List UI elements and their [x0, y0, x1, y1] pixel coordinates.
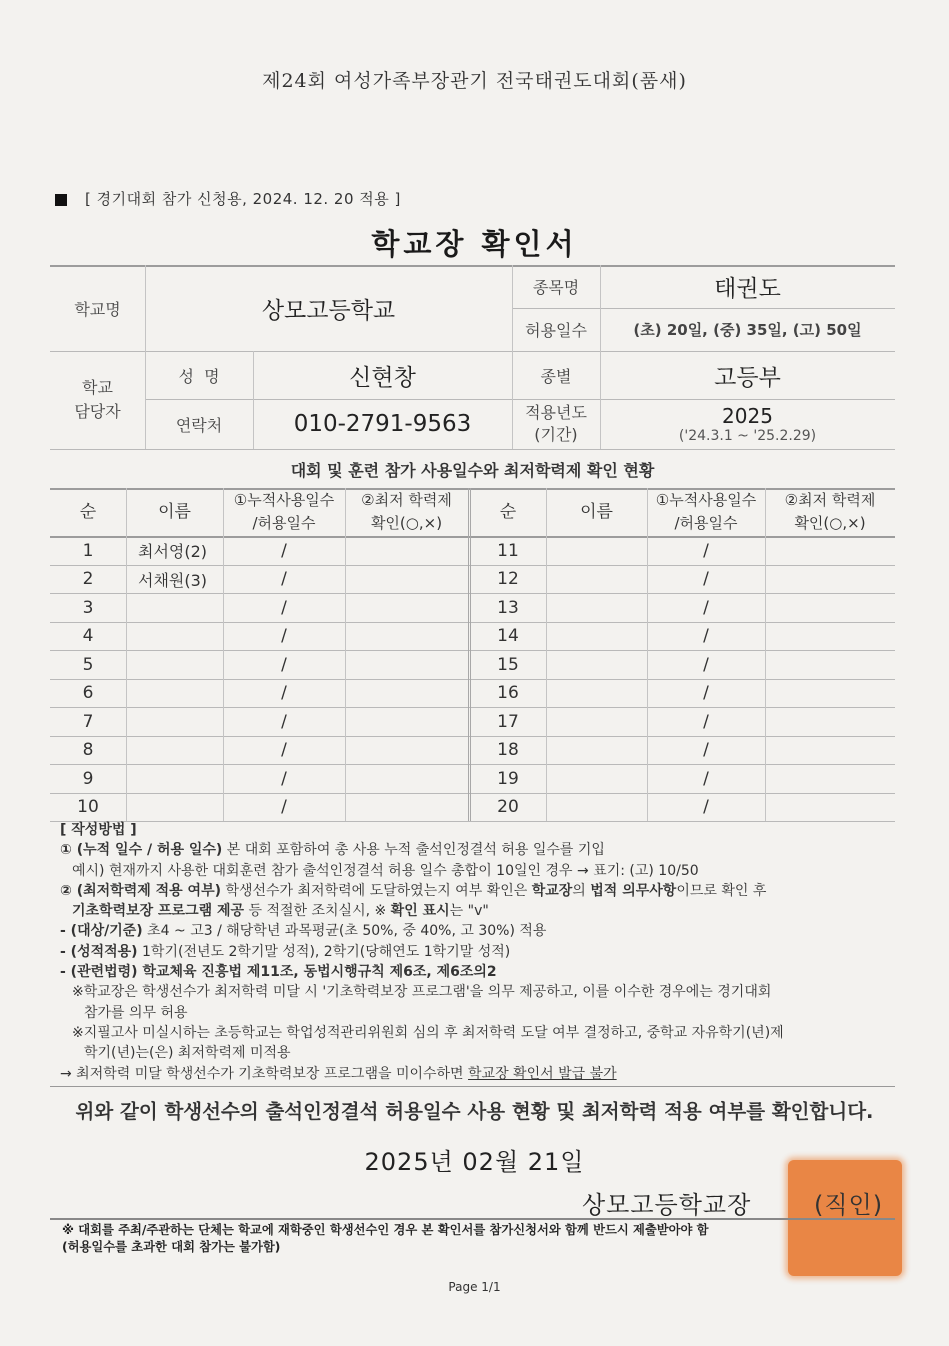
allowed-days-value: (초) 20일, (중) 35일, (고) 50일: [633, 321, 862, 339]
method-8-text: → 최저학력 미달 학생선수가 기초학력보장 프로그램을 미이수하면: [60, 1065, 469, 1082]
row-no: 8: [82, 740, 94, 760]
header-days-line1: ①누적사용일수: [233, 491, 335, 509]
year-cell: [600, 399, 895, 449]
row-days: /: [281, 626, 287, 646]
page-number: Page 1/1: [448, 1280, 501, 1294]
footnote: [62, 1222, 902, 1256]
allowed-days-label: 허용일수: [525, 321, 587, 340]
header-no-right: 순: [499, 501, 517, 522]
method-5-bold: - (관련법령): [60, 964, 138, 981]
row-days: /: [703, 711, 709, 732]
row-days: /: [703, 683, 709, 703]
row-name: [546, 736, 647, 764]
method-1-text: 본 대회 포함하여 총 사용 누적 출석인정결석 허용 일수를 기입: [222, 842, 605, 859]
row-days: /: [281, 683, 287, 703]
row-no: 18: [497, 740, 519, 760]
row-name: [546, 679, 647, 707]
contact-value: 010-2791-9563: [293, 411, 472, 437]
row-no: 15: [497, 654, 519, 675]
row-days: /: [281, 797, 287, 817]
row-no: 2: [82, 569, 94, 589]
row-days: /: [281, 569, 287, 589]
header-no: 순: [79, 501, 97, 522]
method-4-bold: - (성적적용): [60, 943, 138, 960]
year-label: 적용년도 (기간): [525, 403, 587, 444]
year-value: 2025: [722, 404, 773, 428]
row-days: /: [703, 797, 709, 817]
row-name: [546, 650, 647, 679]
contact-label: 연락처: [175, 415, 223, 435]
row-no: 3: [82, 597, 94, 618]
event-value: 태권도: [714, 276, 781, 302]
method-7-line2: 학기(년)는(은) 최저학력제 미적용: [84, 1045, 291, 1062]
row-no: 1: [82, 540, 94, 561]
manager-name-value: 신현창: [349, 364, 416, 391]
row-name: 최서영(2): [138, 542, 208, 561]
header-check-line2: 확인(○,×): [370, 514, 443, 532]
method-2-text-c: 의: [572, 882, 591, 899]
method-2-bold-d: 법적 의무사항: [590, 882, 677, 899]
row-days: /: [703, 569, 709, 589]
method-5-text: 학교체육 진흥법 제11조, 동법시행규칙 제6조, 제6조의2: [137, 964, 497, 981]
header-check-line2-right: 확인(○,×): [794, 514, 866, 532]
seal-label: (직인): [814, 1191, 884, 1219]
header-check-line1-right: ②최저 학력제: [784, 491, 876, 509]
row-days: /: [703, 626, 709, 646]
row-name: [126, 650, 223, 679]
row-no: 19: [497, 768, 519, 789]
header-days: [223, 488, 345, 536]
header-check: [345, 488, 468, 536]
school-name-label: 학교명: [74, 299, 121, 319]
method-3-text: 초4 ~ 고3 / 해당학년 과목평균(초 50%, 중 40%, 고 30%) 적용: [142, 923, 547, 940]
method-1-example: 예시) 현재까지 사용한 대회훈련 참가 출석인정결석 허용 일수 총합이 10일인 경우 → 표기: (고) 10/50: [72, 862, 699, 879]
method-6-line1: ※학교장은 학생선수가 최저학력 미달 시 '기초학력보장 프로그램'을 의무 제공하고, 이를 이수한 경우에는 경기대회: [72, 984, 772, 1001]
row-no: 14: [497, 626, 519, 646]
method-2-text-a: 학생선수가 최저학력에 도달하였는지 여부 확인은: [221, 882, 532, 899]
row-name: [126, 679, 223, 707]
name-label: 성 명: [178, 366, 220, 386]
application-note-text: [ 경기대회 참가 신청용, 2024. 12. 20 적용 ]: [85, 190, 401, 208]
row-name: [546, 593, 647, 622]
row-name: [546, 793, 647, 821]
row-name: 서채원(3): [138, 570, 208, 590]
method-2-line2-text: 등 적절한 조치실시, ※: [244, 903, 391, 920]
method-2-line2-bold2: 확인 표시: [390, 903, 450, 920]
method-4-text: 1학기(전년도 2학기말 성적), 2학기(당해연도 1학기말 성적): [137, 943, 511, 960]
manager-label: 학교 담당자: [74, 378, 121, 421]
header-check-right: [765, 488, 895, 536]
footnote-line2: (허용일수를 초과한 대회 참가는 불가함): [62, 1240, 281, 1254]
header-days-line2-right: /허용일수: [674, 514, 738, 532]
row-no: 10: [77, 797, 99, 817]
method-3-bold: - (대상/기준): [60, 923, 143, 940]
square-bullet-icon: [55, 194, 67, 206]
row-name: [546, 622, 647, 650]
year-period: ('24.3.1 ~ '25.2.29): [678, 428, 817, 444]
method-2-text-e: 이므로 확인 후: [676, 882, 767, 899]
row-no: 6: [82, 683, 94, 703]
row-days: /: [281, 740, 287, 760]
principal-title: 상모고등학교장: [582, 1191, 752, 1219]
method-2-bold-b: 학교장: [531, 882, 573, 899]
division-label: 종별: [540, 366, 572, 386]
row-days: /: [703, 768, 709, 789]
confirmation-statement: 위와 같이 학생선수의 출석인정결석 허용일수 사용 현황 및 최저학력 적용 여부를 확인합니다.: [75, 1100, 874, 1123]
row-days: /: [281, 540, 287, 561]
row-name: [546, 536, 647, 565]
row-no: 7: [82, 711, 94, 732]
method-heading: [ 작성방법 ]: [60, 822, 137, 838]
row-days: /: [281, 768, 287, 789]
header-days-right: [647, 488, 765, 536]
method-2-line2-bold: 기초학력보장 프로그램 제공: [72, 903, 245, 920]
row-name: [126, 593, 223, 622]
row-name: [126, 707, 223, 736]
row-no: 9: [82, 768, 94, 789]
header-name: 이름: [158, 501, 191, 522]
usage-section-title: 대회 및 훈련 참가 사용일수와 최저학력제 확인 현황: [290, 460, 655, 480]
row-name: [126, 622, 223, 650]
header-name-right: 이름: [580, 501, 613, 522]
row-days: /: [281, 654, 287, 675]
row-days: /: [703, 540, 709, 561]
row-no: 20: [497, 797, 519, 817]
row-no: 4: [82, 626, 94, 646]
row-days: /: [703, 597, 709, 618]
row-name: [546, 565, 647, 593]
application-note: [55, 188, 401, 209]
row-days: /: [703, 740, 709, 760]
row-no: 16: [497, 683, 519, 703]
method-2-line2-text2: 는 "v": [449, 903, 489, 920]
row-name: [546, 707, 647, 736]
row-no: 11: [497, 540, 519, 561]
writing-method: [60, 820, 900, 1084]
issue-date: 2025년 02월 21일: [364, 1148, 585, 1176]
row-no: 17: [497, 711, 519, 732]
header-days-line1-right: ①누적사용일수: [655, 491, 757, 509]
method-6-line2: 참가를 의무 허용: [84, 1004, 188, 1021]
document-title: 학교장 확인서: [371, 227, 578, 261]
row-no: 12: [497, 569, 519, 589]
row-days: /: [703, 654, 709, 675]
row-name: [126, 764, 223, 793]
row-name: [546, 764, 647, 793]
division-value: 고등부: [714, 364, 781, 391]
event-title: 제24회 여성가족부장관기 전국태권도대회(품새): [262, 70, 687, 92]
header-check-line1: ②최저 학력제: [361, 491, 452, 509]
method-7-line1: ※지필고사 미실시하는 초등학교는 학업성적관리위원회 심의 후 최저학력 도달 여부 결정하고, 중학교 자유학기(년)제: [72, 1024, 784, 1041]
event-label: 종목명: [532, 278, 580, 297]
row-name: [126, 736, 223, 764]
method-1-bold: ① (누적 일수 / 허용 일수): [60, 842, 223, 859]
row-name: [126, 793, 223, 821]
method-2-bold: ② (최저학력제 적용 여부): [60, 882, 221, 899]
row-days: /: [281, 711, 287, 732]
row-days: /: [281, 597, 287, 618]
row-no: 13: [497, 597, 519, 618]
footnote-line1: ※ 대회를 주최/주관하는 단체는 학교에 재학중인 학생선수인 경우 본 확인서를 참가신청서와 함께 반드시 제출받아야 함: [62, 1223, 709, 1237]
header-days-line2: /허용일수: [252, 514, 316, 532]
row-no: 5: [82, 654, 94, 675]
method-8-underline: 학교장 확인서 발급 불가: [468, 1065, 617, 1082]
school-name-value: 상모고등학교: [261, 297, 396, 324]
